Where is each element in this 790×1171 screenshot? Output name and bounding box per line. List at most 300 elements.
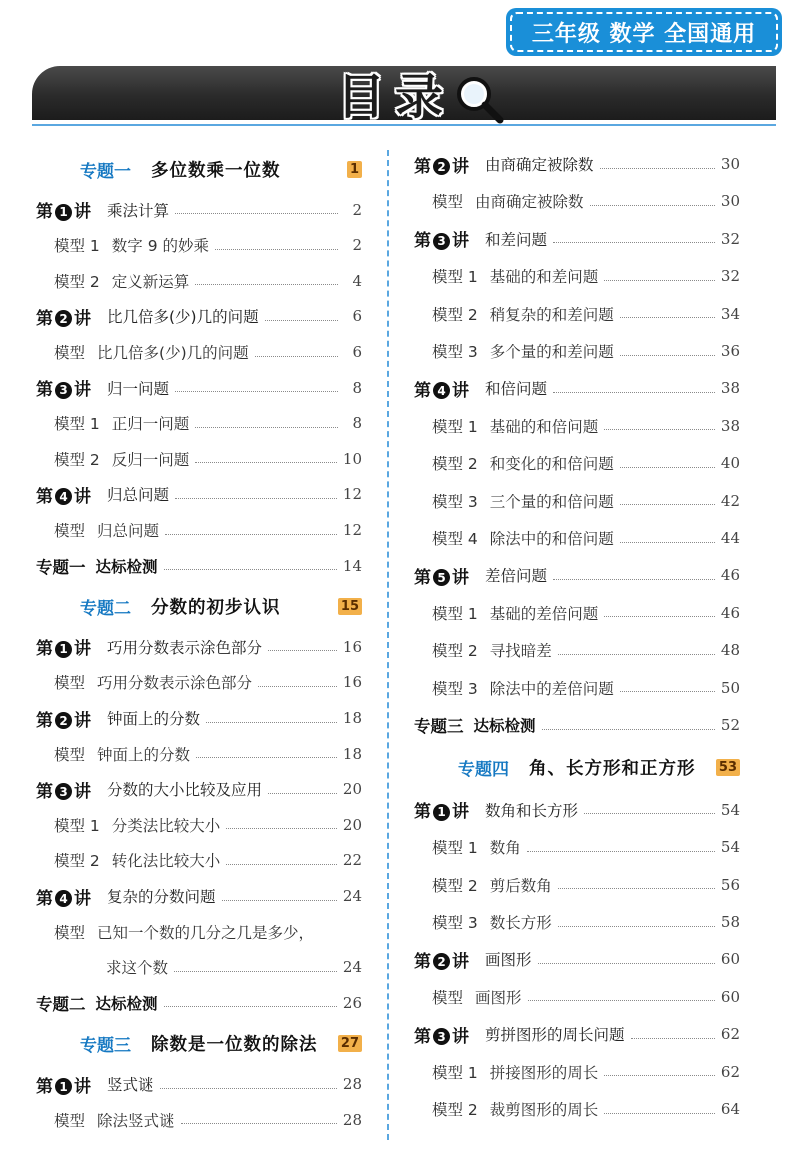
lecture-suffix: 讲	[452, 567, 469, 588]
lecture-suffix: 讲	[74, 639, 91, 660]
dot-leader	[206, 722, 337, 723]
lecture-row[interactable]	[36, 775, 362, 803]
dot-leader	[175, 391, 338, 392]
model-title: 巧用分数表示涂色部分	[97, 674, 253, 693]
review-tag: 专题一	[36, 557, 86, 577]
lecture-prefix: 第	[36, 308, 53, 329]
review-tag: 专题二	[36, 994, 86, 1014]
lecture-prefix: 第	[36, 639, 53, 660]
review-row[interactable]	[36, 552, 362, 580]
page-number: 16	[342, 673, 362, 692]
page-number: 50	[720, 678, 740, 697]
dot-leader	[195, 427, 338, 428]
lecture-title: 数角和长方形	[485, 801, 579, 820]
model-title: 基础的和差问题	[489, 268, 599, 287]
dot-leader	[255, 356, 338, 357]
lecture-row[interactable]	[36, 704, 362, 732]
dot-leader	[542, 729, 715, 730]
dot-leader	[258, 686, 337, 687]
dot-leader	[553, 579, 715, 580]
dot-leader	[620, 504, 715, 505]
model-tag: 模型	[54, 745, 86, 764]
dot-leader	[604, 1075, 715, 1076]
model-row[interactable]	[414, 636, 740, 664]
dot-leader	[164, 569, 337, 570]
page-number: 56	[720, 875, 740, 894]
model-title: 基础的和倍问题	[489, 417, 599, 436]
lecture-suffix: 讲	[452, 156, 469, 177]
dot-leader	[222, 900, 337, 901]
page-title-text: 目录	[336, 68, 453, 125]
lecture-number-circle: 2	[55, 310, 72, 327]
page-number: 12	[342, 521, 362, 539]
lecture-row[interactable]	[36, 633, 362, 661]
topic-page-number: 53	[716, 759, 740, 776]
model-row[interactable]	[414, 449, 740, 477]
page-number: 18	[342, 709, 362, 727]
dot-leader	[195, 284, 338, 285]
page-number: 54	[720, 838, 740, 857]
page-number: 4	[352, 271, 362, 290]
model-row[interactable]	[414, 599, 740, 627]
model-tag: 模型	[54, 344, 86, 362]
lecture-prefix: 第	[36, 888, 53, 909]
topic-page-number: 15	[338, 598, 362, 615]
dot-leader	[604, 616, 715, 617]
dot-leader	[538, 963, 715, 964]
lecture-suffix: 讲	[74, 380, 91, 401]
dot-leader	[164, 1006, 337, 1007]
page-number: 30	[720, 155, 740, 173]
page-number: 22	[342, 851, 362, 870]
review-row[interactable]	[414, 711, 740, 739]
review-title: 达标检测	[95, 994, 158, 1013]
dot-leader	[558, 926, 715, 927]
lecture-number-circle: 2	[433, 953, 450, 970]
page-number: 42	[720, 491, 740, 510]
lecture-title: 归一问题	[107, 379, 170, 398]
model-title: 数角	[489, 839, 521, 858]
lecture-prefix: 第	[36, 781, 53, 802]
page-number: 40	[720, 454, 740, 473]
model-row[interactable]	[36, 1106, 362, 1134]
page-number: 52	[720, 716, 740, 734]
review-tag: 专题三	[414, 717, 464, 736]
page-number: 12	[342, 485, 362, 504]
topic-page-number: 27	[338, 1035, 362, 1052]
model-row[interactable]	[36, 811, 362, 839]
page-number: 16	[342, 637, 362, 656]
model-row[interactable]	[414, 300, 740, 328]
model-tag: 模型 1	[54, 415, 100, 434]
lecture-tag	[36, 777, 91, 802]
page-number: 62	[720, 1025, 740, 1044]
lecture-prefix: 第	[414, 156, 431, 177]
model-row[interactable]	[36, 918, 362, 946]
model-title: 转化法比较大小	[111, 852, 221, 871]
page-number: 44	[720, 529, 740, 547]
topic-row[interactable]	[36, 591, 362, 621]
review-title: 达标检测	[95, 557, 158, 576]
page-number: 32	[720, 267, 740, 286]
model-row[interactable]	[414, 487, 740, 515]
model-row[interactable]	[36, 668, 362, 696]
model-row[interactable]	[414, 1095, 740, 1123]
dot-leader	[604, 280, 715, 281]
dot-leader	[600, 168, 715, 169]
model-title: 数长方形	[489, 914, 552, 932]
dot-leader	[268, 793, 337, 794]
lecture-title: 比几倍多(少)几的问题	[107, 308, 259, 327]
dot-leader	[268, 650, 337, 651]
lecture-row[interactable]	[414, 1020, 740, 1048]
lecture-number-circle: 2	[55, 712, 72, 729]
lecture-title: 钟面上的分数	[107, 710, 201, 728]
model-tag: 模型	[432, 193, 464, 212]
model-title: 正归一问题	[111, 415, 190, 434]
lecture-number-circle: 1	[55, 1078, 72, 1095]
model-row[interactable]	[414, 524, 740, 552]
model-tag: 模型 1	[432, 1063, 478, 1082]
model-row[interactable]	[414, 871, 740, 899]
model-row[interactable]	[414, 908, 740, 936]
lecture-suffix: 讲	[74, 1076, 91, 1097]
lecture-title: 差倍问题	[485, 567, 548, 586]
dot-leader	[604, 429, 715, 430]
lecture-title: 和倍问题	[485, 380, 548, 399]
lecture-tag	[36, 634, 91, 659]
topic-title: 角、长方形和正方形	[529, 758, 696, 779]
lecture-row[interactable]	[36, 196, 362, 224]
page-number: 20	[342, 780, 362, 799]
model-tag: 模型 1	[54, 237, 100, 256]
lecture-prefix: 第	[414, 231, 431, 252]
dot-leader	[215, 249, 338, 250]
lecture-tag	[414, 1022, 469, 1047]
lecture-suffix: 讲	[452, 1026, 469, 1047]
lecture-prefix: 第	[36, 1076, 53, 1097]
model-title: 寻找暗差	[489, 642, 552, 661]
model-row[interactable]	[36, 516, 362, 544]
dot-leader	[631, 1038, 715, 1039]
model-tag: 模型 3	[432, 914, 478, 932]
model-title: 分类法比较大小	[111, 816, 221, 835]
model-title-continued: 求这个数	[106, 959, 169, 978]
lecture-tag	[414, 152, 469, 177]
model-tag: 模型 3	[432, 679, 478, 698]
lecture-number-circle: 4	[55, 488, 72, 505]
model-tag: 模型 2	[432, 1101, 478, 1119]
lecture-number-circle: 3	[55, 382, 72, 399]
model-tag: 模型 2	[54, 450, 100, 469]
model-tag: 模型	[54, 923, 86, 942]
lecture-title: 乘法计算	[107, 201, 170, 220]
page-number: 32	[720, 229, 740, 248]
model-row[interactable]	[414, 1058, 740, 1086]
lecture-title: 由商确定被除数	[485, 156, 594, 174]
page-number: 34	[720, 304, 740, 323]
lecture-row[interactable]	[414, 561, 740, 589]
lecture-tag	[414, 376, 469, 401]
model-tag: 模型 1	[432, 268, 478, 287]
page-number: 24	[342, 958, 362, 977]
dot-leader	[226, 864, 337, 865]
dot-leader	[181, 1123, 337, 1124]
lecture-row[interactable]	[36, 480, 362, 508]
lecture-prefix: 第	[414, 802, 431, 823]
dot-leader	[620, 317, 715, 318]
lecture-suffix: 讲	[452, 951, 469, 972]
dot-leader	[195, 462, 337, 463]
dot-leader	[527, 851, 715, 852]
model-tag: 模型 1	[432, 839, 478, 858]
lecture-number-circle: 4	[55, 890, 72, 907]
lecture-row[interactable]	[36, 1070, 362, 1098]
lecture-title: 复杂的分数问题	[107, 888, 216, 906]
model-title: 剪后数角	[489, 876, 552, 895]
lecture-number-circle: 4	[433, 382, 450, 399]
model-title: 钟面上的分数	[97, 745, 191, 764]
lecture-number-circle: 1	[433, 804, 450, 821]
lecture-suffix: 讲	[452, 231, 469, 252]
model-title: 除法中的和倍问题	[489, 530, 614, 548]
model-title: 裁剪图形的周长	[489, 1101, 599, 1119]
model-title: 除法中的差倍问题	[489, 679, 614, 698]
dot-leader	[226, 828, 337, 829]
page-number: 18	[342, 744, 362, 763]
topic-label: 专题四	[458, 759, 509, 780]
model-tag: 模型	[432, 988, 464, 1007]
page-number: 58	[720, 913, 740, 931]
model-row[interactable]	[414, 337, 740, 365]
model-title: 三个量的和倍问题	[489, 492, 614, 511]
lecture-number-circle: 1	[55, 204, 72, 221]
page-number: 62	[720, 1062, 740, 1081]
model-title: 比几倍多(少)几的问题	[97, 344, 249, 362]
page-number: 2	[352, 200, 362, 219]
dot-leader	[175, 498, 337, 499]
page-number: 28	[342, 1075, 362, 1093]
model-tag: 模型 1	[432, 604, 478, 623]
lecture-row[interactable]	[414, 945, 740, 973]
lecture-suffix: 讲	[74, 781, 91, 802]
model-tag: 模型 3	[432, 492, 478, 511]
model-title: 稍复杂的和差问题	[489, 305, 614, 324]
model-title: 归总问题	[97, 522, 160, 540]
lecture-row[interactable]	[414, 150, 740, 178]
lecture-suffix: 讲	[74, 888, 91, 909]
lecture-prefix: 第	[414, 567, 431, 588]
page-number: 14	[342, 556, 362, 575]
review-row[interactable]	[36, 989, 362, 1017]
model-row[interactable]	[414, 412, 740, 440]
lecture-row[interactable]	[36, 302, 362, 330]
model-tag: 模型 2	[54, 272, 100, 291]
model-row[interactable]	[36, 846, 362, 874]
page-number: 64	[720, 1100, 740, 1118]
dot-leader	[558, 654, 715, 655]
model-row[interactable]	[36, 338, 362, 366]
lecture-tag	[414, 563, 469, 588]
lecture-title: 剪拼图形的周长问题	[485, 1026, 625, 1045]
model-title: 已知一个数的几分之几是多少，	[97, 923, 315, 942]
model-tag: 模型 2	[432, 642, 478, 661]
model-row[interactable]	[414, 187, 740, 215]
lecture-row[interactable]	[36, 882, 362, 910]
topic-label: 专题三	[80, 1035, 131, 1056]
dot-leader	[620, 467, 715, 468]
model-row[interactable]	[36, 267, 362, 295]
model-title: 拼接图形的周长	[489, 1063, 599, 1082]
dot-leader	[160, 1088, 337, 1089]
model-tag: 模型 2	[432, 876, 478, 895]
lecture-row[interactable]	[414, 374, 740, 402]
lecture-suffix: 讲	[74, 710, 91, 731]
lecture-suffix: 讲	[74, 202, 91, 223]
dot-leader	[528, 1000, 715, 1001]
badge-text: 三年级 数学 全国通用	[510, 12, 778, 52]
page-number: 38	[720, 379, 740, 398]
model-tag: 模型 3	[432, 343, 478, 361]
page-number: 46	[720, 566, 740, 585]
page-number: 6	[352, 307, 362, 326]
model-tag: 模型 1	[54, 816, 100, 835]
dot-leader	[175, 213, 338, 214]
model-row[interactable]	[414, 983, 740, 1011]
lecture-number-circle: 3	[55, 783, 72, 800]
lecture-tag	[36, 304, 91, 329]
model-row-continued[interactable]	[36, 953, 362, 981]
dot-leader	[620, 542, 715, 543]
lecture-row[interactable]	[36, 374, 362, 402]
dot-leader	[584, 813, 715, 814]
dot-leader	[265, 320, 338, 321]
page-number: 36	[720, 342, 740, 360]
dot-leader	[620, 355, 715, 356]
model-tag: 模型 2	[432, 455, 478, 474]
page-number: 46	[720, 603, 740, 622]
lecture-prefix: 第	[36, 710, 53, 731]
page-number: 30	[720, 192, 740, 211]
grade-subject-badge	[506, 8, 782, 56]
lecture-tag	[36, 884, 91, 909]
model-row[interactable]	[36, 740, 362, 768]
model-title: 数字 9 的妙乘	[111, 237, 210, 256]
magnifier-icon	[452, 72, 508, 128]
page-number: 54	[720, 800, 740, 819]
dot-leader	[604, 1113, 715, 1114]
lecture-number-circle: 3	[433, 1028, 450, 1045]
model-tag: 模型	[54, 674, 86, 693]
lecture-number-circle: 1	[55, 641, 72, 658]
dot-leader	[558, 888, 715, 889]
lecture-title: 竖式谜	[107, 1076, 154, 1094]
topic-row[interactable]	[36, 154, 362, 184]
lecture-prefix: 第	[414, 380, 431, 401]
topic-title: 多位数乘一位数	[151, 160, 281, 181]
dot-leader	[165, 534, 337, 535]
model-row[interactable]	[414, 674, 740, 702]
topic-row[interactable]	[36, 1028, 362, 1058]
model-row[interactable]	[36, 231, 362, 259]
lecture-prefix: 第	[36, 380, 53, 401]
page-number: 20	[342, 815, 362, 834]
page-number: 28	[342, 1110, 362, 1129]
dot-leader	[620, 691, 715, 692]
topic-page-number: 1	[347, 161, 362, 178]
review-title: 达标检测	[473, 717, 536, 735]
model-title: 除法竖式谜	[97, 1111, 175, 1130]
page-number: 2	[352, 236, 362, 255]
topic-row[interactable]	[414, 752, 740, 782]
page-number: 6	[352, 343, 362, 361]
lecture-prefix: 第	[414, 951, 431, 972]
lecture-row[interactable]	[414, 225, 740, 253]
topic-title: 除数是一位数的除法	[151, 1034, 318, 1055]
model-row[interactable]	[414, 833, 740, 861]
model-tag: 模型 2	[432, 305, 478, 324]
lecture-prefix: 第	[36, 202, 53, 223]
column-divider	[387, 150, 389, 1140]
model-tag: 模型	[54, 522, 86, 540]
page-number: 38	[720, 416, 740, 435]
lecture-title: 分数的大小比较及应用	[107, 781, 263, 800]
lecture-prefix: 第	[414, 1026, 431, 1047]
lecture-suffix: 讲	[74, 308, 91, 329]
page-number: 48	[720, 641, 740, 660]
lecture-tag	[414, 226, 469, 251]
model-title: 由商确定被除数	[475, 193, 584, 212]
lecture-title: 和差问题	[485, 230, 548, 249]
topic-title: 分数的初步认识	[151, 597, 281, 618]
dot-leader	[590, 205, 715, 206]
lecture-tag	[36, 375, 91, 400]
topic-label: 专题一	[80, 161, 131, 182]
lecture-title: 画图形	[485, 951, 532, 970]
model-title: 反归一问题	[111, 450, 190, 469]
lecture-tag	[36, 1072, 91, 1097]
page-number: 8	[352, 378, 362, 397]
lecture-title: 归总问题	[107, 486, 170, 505]
page-number: 24	[342, 887, 362, 905]
lecture-tag	[36, 197, 91, 222]
page-number: 8	[352, 414, 362, 433]
model-tag: 模型	[54, 1111, 86, 1130]
lecture-number-circle: 3	[433, 233, 450, 250]
model-title: 定义新运算	[111, 272, 190, 291]
page-number: 26	[342, 993, 362, 1012]
lecture-tag	[36, 482, 91, 507]
lecture-suffix: 讲	[74, 486, 91, 507]
model-title: 多个量的和差问题	[489, 343, 614, 361]
model-row[interactable]	[36, 445, 362, 473]
lecture-title: 巧用分数表示涂色部分	[107, 638, 263, 657]
lecture-tag	[414, 947, 469, 972]
dot-leader	[553, 392, 715, 393]
lecture-row[interactable]	[414, 796, 740, 824]
model-row[interactable]	[414, 262, 740, 290]
model-tag: 模型 2	[54, 852, 100, 871]
model-title: 和变化的和倍问题	[489, 455, 614, 474]
topic-label: 专题二	[80, 598, 131, 619]
lecture-tag	[414, 797, 469, 822]
lecture-prefix: 第	[36, 486, 53, 507]
lecture-number-circle: 2	[433, 158, 450, 175]
model-row[interactable]	[36, 409, 362, 437]
model-tag: 模型 4	[432, 530, 478, 548]
lecture-suffix: 讲	[452, 380, 469, 401]
dot-leader	[553, 242, 715, 243]
